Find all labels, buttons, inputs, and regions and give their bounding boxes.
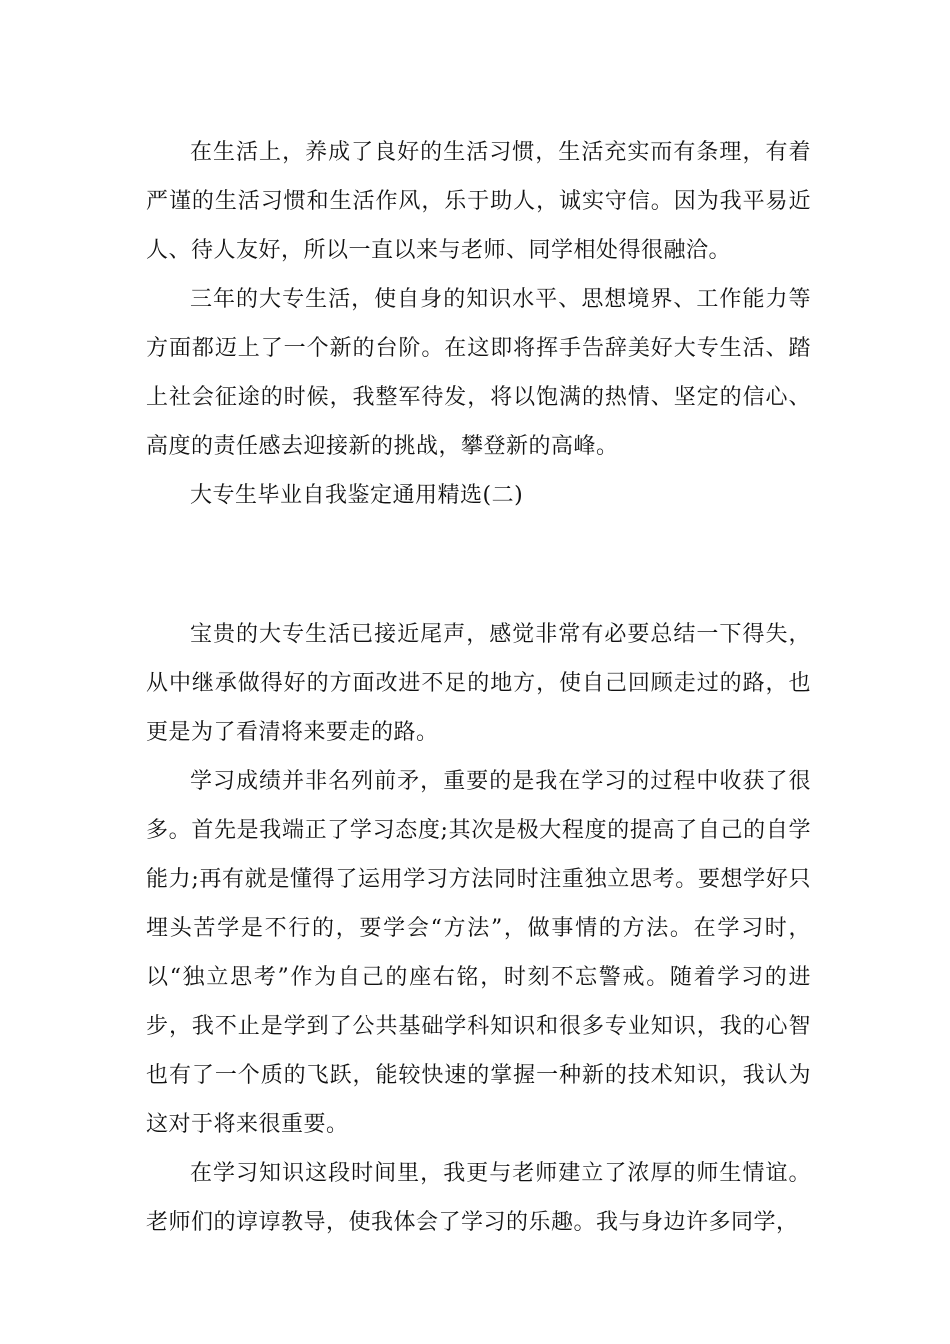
- paragraph-life-habits: 在生活上，养成了良好的生活习惯，生活充实而有条理，有着严谨的生活习惯和生活作风，乐于助人，诚实守信。因为我平易近人、待人友好，所以一直以来与老师、同学相处得很融洽。: [146, 140, 811, 263]
- paragraph-summary-intro: 宝贵的大专生活已接近尾声，感觉非常有必要总结一下得失，从中继承做得好的方面改进不足的地方，使自己回顾走过的路，也更是为了看清将来要走的路。: [146, 622, 811, 745]
- paragraph-study-results: 学习成绩并非名列前矛，重要的是我在学习的过程中收获了很多。首先是我端正了学习态度;其次是极大程度的提高了自己的自学能力;再有就是懂得了运用学习方法同时注重独立思考。要想学好只埋头苦学是不行的，要学会“方法”，做事情的方法。在学习时，以“独立思考”作为自己的座右铭，时刻不忘警戒。随着学习的进步，我不止是学到了公共基础学科知识和很多专业知识，我的心智也有了一个质的飞跃，能较快速的掌握一种新的技术知识，我认为这对于将来很重要。: [146, 769, 811, 1137]
- section-heading: 大专生毕业自我鉴定通用精选(二): [190, 483, 524, 508]
- paragraph-three-years: 三年的大专生活，使自身的知识水平、思想境界、工作能力等方面都迈上了一个新的台阶。在这即将挥手告辞美好大专生活、踏上社会征途的时候，我整军待发，将以饱满的热情、坚定的信心、高度的责任感去迎接新的挑战，攀登新的高峰。: [146, 287, 811, 459]
- paragraph-teachers: 在学习知识这段时间里，我更与老师建立了浓厚的师生情谊。老师们的谆谆教导，使我体会了学习的乐趣。我与身边许多同学，: [146, 1161, 811, 1235]
- document-body: [146, 128, 811, 1247]
- section-spacer: [146, 520, 811, 610]
